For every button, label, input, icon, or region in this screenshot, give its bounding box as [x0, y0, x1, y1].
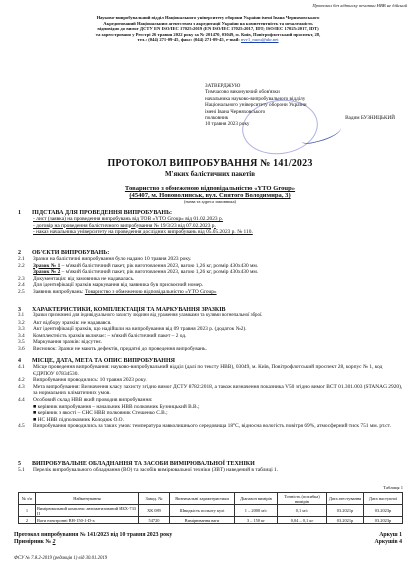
approval-line-2: начальника науково-випробувального відділу: [205, 95, 306, 102]
staff-1: ■ керівник випробування – начальник НВВ полковник Бузницький В.В.;: [33, 403, 200, 410]
col-serial: Завод. №: [139, 493, 170, 505]
col-range: Діапазон вимірів: [235, 493, 278, 505]
approval-name: Вадим БУЗНИЦЬКИЙ: [345, 115, 395, 122]
section-4-heading: 4 МІСЦЕ, ДАТА, МЕТА ТА ОПИС ВИПРОБУВАННЯ: [18, 358, 175, 364]
table-row: 2 Ваги електронні ВН-150-1-D-а 54720 Вимірювання ваги 3 – 150 кг 0,04 – 0,1 кг 03.2021р 03.2023р: [19, 517, 403, 524]
section-3-heading: 3 ХАРАКТЕРИСТИКИ, КОМПЛЕКТАЦІЯ ТА МАРКУВАННЯ ЗРАЗКІВ: [18, 307, 226, 313]
section-3: [18, 307, 403, 353]
customer-address: (45407, м. Нововолинськ, вул. Святого Володимира, 3): [129, 192, 291, 199]
col-name: Найменування: [36, 493, 139, 505]
item-3-2: 3.2 Акт відбору зразків: не надавався.: [18, 319, 112, 326]
footer-copy-label: Примірник №: [14, 539, 52, 545]
section-4-title: МІСЦЕ, ДАТА, МЕТА ТА ОПИС ВИПРОБУВАННЯ: [32, 358, 175, 364]
table-caption: Таблиця 1: [383, 485, 403, 490]
item-3-6: 3.6 Висновок: Зразки не мають дефектів, придатні до проведення випробувань.: [18, 345, 207, 352]
table-row: 1 Вимірювальний комплекс автоматизований ИБХ-733 ІІ ХК 089 Швидкість польоту кулі 1 – 2000 м/с 0,1 м/с 03.2021р 03.2023р: [19, 505, 403, 517]
form-reference: ФСУ № 7.8.2-2019 (редакція 1) від 30.01.2019: [14, 556, 108, 561]
item-2-2b: Зразок № 2 – м'який балістичний пакет, рік виготовлення 2023, вагою 1,26 кг, розмір 430х430 мм.: [33, 269, 259, 276]
protocol-title: [60, 158, 360, 178]
item-4-3: 4.3 Мета випробування: Визначення класу захисту згідно вимог ДСТУ 8782:2018, а також визначення показника V50 згідно вимог ВСТ 01.301.003 (STANAG 2920), за нормальних кліматичних умов.: [18, 383, 403, 397]
protocol-title-main: ПРОТОКОЛ ВИПРОБУВАННЯ № 141/2023: [107, 158, 313, 169]
org-line-5: [22, 37, 394, 43]
item-3-4: 3.4 Комплектність зразків включає: – м'який балістичний пакет – 2 од.: [18, 332, 187, 339]
page-footer: [14, 532, 402, 546]
item-3-3: 3.3 Акт ідентифікації зразків, що надійшли на випробування від 09 травня 2023 р. (додаток №2).: [18, 326, 247, 333]
item-5-1: 5.1 Перелік випробувального обладнання (ВО) та засобів вимірювальної техніки (ЗВТ) наведений в таблиці 1.: [18, 467, 279, 473]
item-2-1: 2.1 Зразки на балістичні випробування було надано 10 травня 2023 року.: [18, 256, 192, 262]
section-1-line-1: - лист (заявка) на проведення випробувань від ТОВ «YTO Group» від 01.02.2023 р.: [33, 216, 224, 222]
section-1-title: ПІДСТАВА ДЛЯ ПРОВЕДЕННЯ ВИПРОБУВАНЬ:: [32, 210, 173, 216]
col-characteristics: Визначальні характеристики: [170, 493, 235, 505]
section-2-heading: 2 ОБ'ЄКТИ ВИПРОБУВАНЬ:: [18, 250, 110, 256]
approval-line-1: Тимчасово виконуючий обов'язки: [205, 89, 280, 96]
staff-2: ■ керівник з якості – СНС НВВ полковник Стешенко С.В.;: [33, 410, 168, 417]
equipment-table: [18, 492, 403, 524]
item-2-2: 2.2 Зразок № 1 – м'який балістичний пакет, рік виготовлення 2023, вагою 1,26 кг, розмір 430х430 мм.: [18, 262, 259, 269]
section-1-line-2: - договір на проведення балістичного випробування № 19/3/23 від 07.02.2023 р.: [33, 222, 216, 229]
protocol-title-sub: М'яких балістичних пакетів: [164, 170, 256, 178]
item-3-1: 3.1 Зразки призначені для індивідуального захисту людини від ураження уламками та кулями вогнепальної зброї.: [18, 313, 263, 318]
section-1: [18, 210, 403, 236]
validity-note: Протокол без відтиску печатки НВВ не дійсний: [312, 3, 407, 8]
item-4-1: 4.1 Місце проведення випробування: науково-випробувальний відділ (далі по тексту НВВ), 03049, м. Київ, Повітрофлотський проспект 28, корпус № 1, код ЄДРПОУ 07834530.: [18, 364, 383, 377]
section-3-title: ХАРАКТЕРИСТИКИ, КОМПЛЕКТАЦІЯ ТА МАРКУВАННЯ ЗРАЗКІВ: [32, 307, 226, 313]
applicant-name: Товариство з обмеженою відповідальністю «YTO Group»: [84, 288, 217, 295]
section-2: [18, 250, 403, 296]
col-cert-date: Дата атестування: [327, 493, 364, 505]
item-4-4: 4.4 Особовий склад НВВ який проводив випробування:: [18, 396, 153, 403]
org-line-4: та зареєстровано у Реєстрі 26 травня 2022 року за № 201470, 03049, м. Київ, Повітрофлотський проспект, 28,: [95, 31, 321, 37]
org-line-1: Науково-випробувальний відділ Національного університету оборони України імені Івана Черняховського: [96, 15, 320, 20]
org-line-3: відповідно до вимог ДСТУ EN ISO/IEC 17025:2019 (EN ISO/IEC 17025:2017, IDT; ISO/IEC 17025:2017, IDT): [97, 26, 319, 32]
footer-protocol: Протокол випробування № 141/2023 від 10 травня 2023 року: [14, 532, 173, 538]
item-2-4: 2.4 Для ідентифікації зразків маркування від заявника був присвоєний номер.: [18, 282, 204, 289]
footer-copy-value: 2: [52, 539, 56, 545]
item-3-5: 3.5 Маркування зразків: відсутнє.: [18, 339, 103, 346]
section-5: [18, 461, 403, 474]
item-4-5: 4.5 Випробування проводились за таких умов: температура навколишнього середовища 18°С, відносна вологість повітря 69%, атмосферний тиск 751 мм. рт.ст.: [18, 423, 391, 430]
item-4-2: 4.2 Випробування проводились: 10 травня 2023 року.: [18, 377, 147, 384]
approval-rank: полковник: [205, 115, 229, 122]
section-5-heading: 5 ВИПРОБУВАЛЬНЕ ОБЛАДНАННЯ ТА ЗАСОБИ ВИМІРЮВАЛЬНОЇ ТЕХНІКИ: [18, 461, 255, 467]
organization-header: [22, 15, 394, 43]
approval-line-4: імені Івана Черняховського: [205, 108, 266, 115]
col-next-date: Дата наступної: [364, 493, 403, 505]
approval-heading: ЗАТВЕРДЖУЮ: [205, 83, 241, 89]
col-accuracy: Точність (похибка) вимірів: [278, 493, 327, 505]
section-1-line-3: - наказ начальника університету на проведення дослідних випробувань від 05.05.2023 р. № 110.: [33, 229, 253, 236]
org-contacts: тел.: (044) 271-09-45, факс: (044) 271-09-45, e-mail:: [137, 37, 240, 43]
sample-2-label: Зразок № 2: [33, 269, 61, 276]
approval-date: 10 травня 2023 року: [205, 121, 250, 128]
staff-3: ■ НС НВВ підполковник Колодюк О.О.: [33, 416, 124, 423]
item-2-3: 2.3 Документація: від замовника не надавалась.: [18, 275, 135, 282]
section-1-num: 1: [18, 210, 21, 216]
footer-line-2: [14, 539, 402, 546]
customer-block: [40, 185, 380, 204]
footer-sheet: Аркуш 1: [379, 532, 402, 538]
section-4: [18, 358, 403, 430]
item-2-5: 2.5 Заявник випробувань: Товариство з обмеженою відповідальністю «YTO Group»: [18, 288, 217, 295]
approval-line-3: Національного університету оборони України: [205, 102, 307, 109]
org-line-2: Акредитований Національним агентством з акредитації України на компетентність та незалежність: [103, 20, 313, 26]
table-header-row: [19, 493, 403, 505]
col-no: № з/п: [19, 493, 36, 505]
approval-block: [205, 83, 395, 128]
section-5-title: ВИПРОБУВАЛЬНЕ ОБЛАДНАННЯ ТА ЗАСОБИ ВИМІРЮВАЛЬНОЇ ТЕХНІКИ: [32, 461, 255, 467]
section-2-title: ОБ'ЄКТИ ВИПРОБУВАНЬ:: [32, 250, 110, 256]
footer-sheets: Аркушів 4: [374, 539, 402, 545]
org-email-link[interactable]: nvv1_nuou@ukr.net: [240, 37, 279, 43]
customer-caption: (назва та адреса замовника): [184, 199, 236, 204]
customer-name: Товариство з обмеженою відповідальністю «YTO Group»: [124, 185, 296, 192]
footer-line-1: [14, 532, 402, 539]
sample-1-label: Зразок № 1: [33, 262, 61, 269]
